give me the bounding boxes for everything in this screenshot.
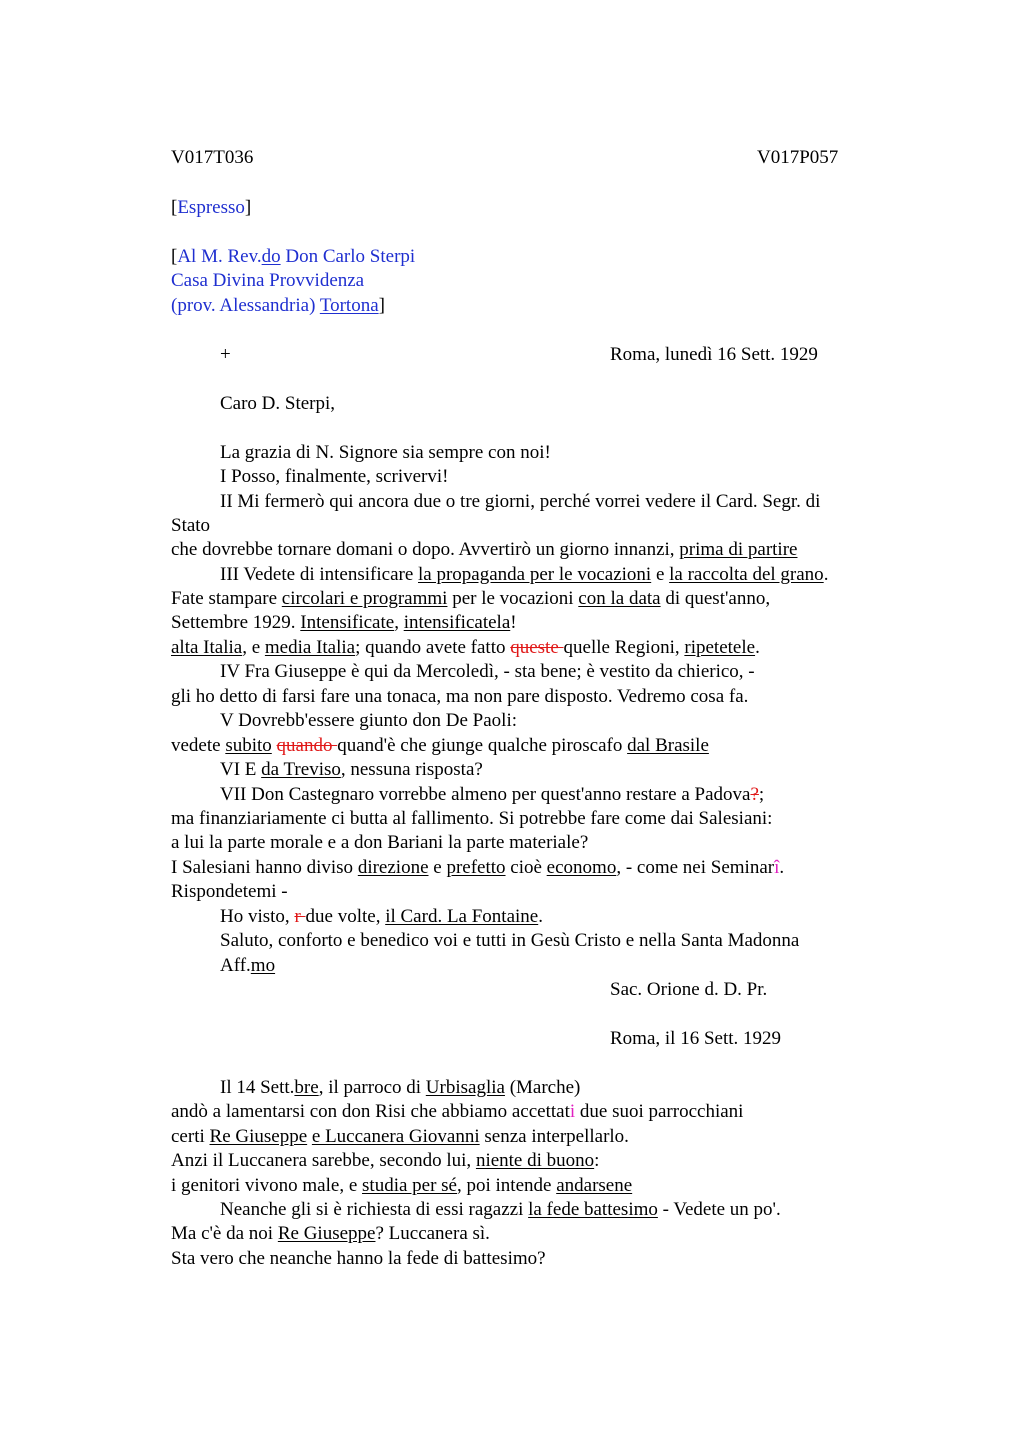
postscript-line: Ma c'è da noi Re Giuseppe? Luccanera sì. [171, 1223, 490, 1244]
postscript-line: Neanche gli si è richiesta di essi ragazzi la fede battesimo - Vedete un po'. [220, 1199, 781, 1220]
body-line: Rispondetemi - [171, 881, 288, 902]
closing: Aff.mo [220, 955, 276, 976]
deleted-text: quando [276, 735, 338, 756]
body-line: Ho visto, r due volte, il Card. La Fontaine. [220, 906, 543, 927]
body-line: ma finanziariamente ci butta al fallimento. Si potrebbe fare come dai Salesiani: [171, 808, 773, 829]
letter-date: Roma, lunedì 16 Sett. 1929 [610, 344, 818, 365]
postscript-line: Anzi il Luccanera sarebbe, secondo lui, niente di buono: [171, 1150, 600, 1171]
body-line: II Mi fermerò qui ancora due o tre giorni, perché vorrei vedere il Card. Segr. di [220, 491, 821, 512]
second-date: Roma, il 16 Sett. 1929 [610, 1028, 781, 1049]
inserted-text: î [774, 857, 780, 878]
body-line: I Posso, finalmente, scrivervi! [220, 466, 449, 487]
postscript-line: Sta vero che neanche hanno la fede di battesimo? [171, 1248, 546, 1269]
body-line: III Vedete di intensificare la propaganda per le vocazioni e la raccolta del grano. [220, 564, 829, 585]
body-line: alta Italia, e media Italia; quando avete fatto queste quelle Regioni, ripetetele. [171, 637, 760, 658]
postscript-line: Il 14 Sett.bre, il parroco di Urbisaglia (Marche) [220, 1077, 581, 1098]
body-line: VI E da Treviso, nessuna risposta? [220, 759, 483, 780]
address-line-1: [Al M. Rev.do Don Carlo Sterpi [171, 246, 416, 267]
body-line: vedete subito quando quand'è che giunge qualche piroscafo dal Brasile [171, 735, 709, 756]
body-line: Settembre 1929. Intensificate, intensificatela! [171, 612, 517, 633]
deleted-text: queste [510, 637, 564, 658]
greeting: Caro D. Sterpi, [220, 393, 336, 414]
body-line: La grazia di N. Signore sia sempre con noi! [220, 442, 551, 463]
body-line: gli ho detto di farsi fare una tonaca, ma non pare disposto. Vedremo cosa fa. [171, 686, 749, 707]
postscript-line: certi Re Giuseppe e Luccanera Giovanni senza interpellarlo. [171, 1126, 629, 1147]
address-line-2: Casa Divina Provvidenza [171, 270, 365, 291]
inserted-text: i [569, 1101, 576, 1122]
deleted-text: ? [750, 784, 759, 805]
address-line-3: (prov. Alessandria) Tortona] [171, 295, 385, 316]
document-code-left: V017T036 [171, 147, 254, 168]
body-line: Saluto, conforto e benedico voi e tutti in Gesù Cristo e nella Santa Madonna [220, 930, 800, 951]
body-line: che dovrebbe tornare domani o dopo. Avvertirò un giorno innanzi, prima di partire [171, 539, 798, 560]
body-line: IV Fra Giuseppe è qui da Mercoledì, - sta bene; è vestito da chierico, - [220, 661, 755, 682]
espresso-note: [Espresso] [171, 197, 252, 218]
body-line: Stato [171, 515, 211, 536]
document-code-right: V017P057 [757, 147, 839, 168]
body-line: Fate stampare circolari e programmi per le vocazioni con la data di quest'anno, [171, 588, 771, 609]
body-line: a lui la parte morale e a don Bariani la parte materiale? [171, 832, 589, 853]
cross-mark: + [220, 344, 231, 365]
body-line: I Salesiani hanno diviso direzione e prefetto cioè economo, - come nei Seminarî. [171, 857, 785, 878]
postscript-line: i genitori vivono male, e studia per sé, poi intende andarsene [171, 1175, 633, 1196]
body-line: V Dovrebb'essere giunto don De Paoli: [220, 710, 517, 731]
postscript-line: andò a lamentarsi con don Risi che abbiamo accettati due suoi parrocchiani [171, 1101, 744, 1122]
signature: Sac. Orione d. D. Pr. [610, 979, 768, 1000]
body-line: VII Don Castegnaro vorrebbe almeno per quest'anno restare a Padova?; [220, 784, 765, 805]
deleted-text: r [294, 906, 306, 927]
